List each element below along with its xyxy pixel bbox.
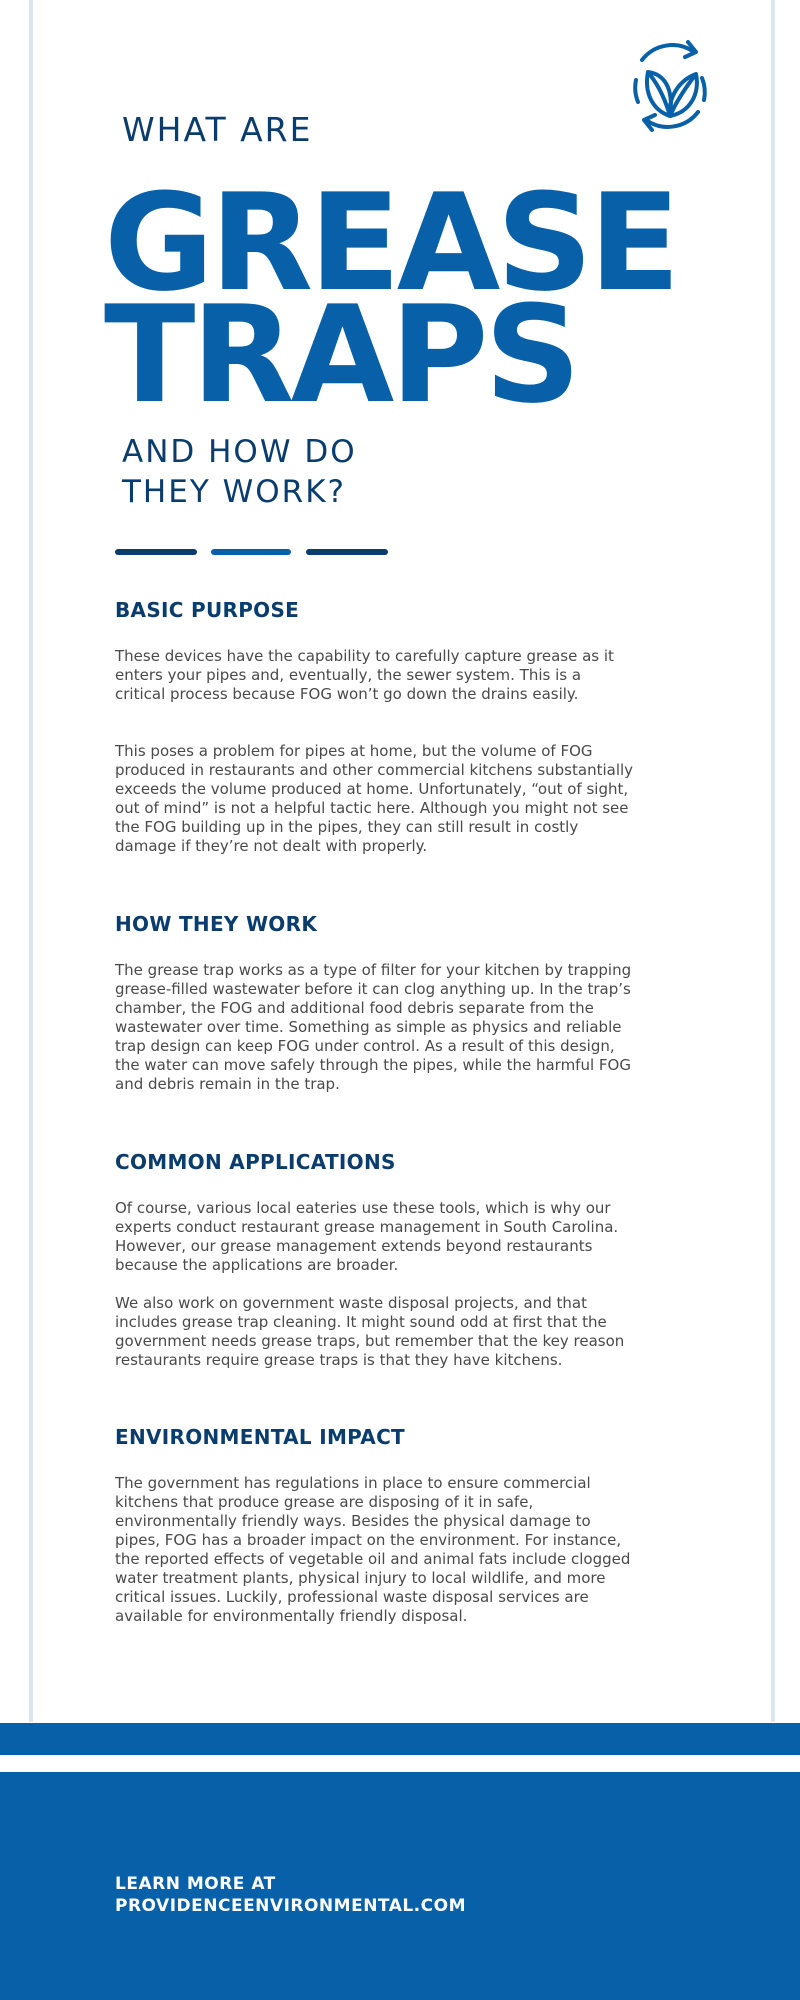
paragraph: The grease trap works as a type of filter for your kitchen by trapping grease-filled wastewater before it can clog anything up. In the trap’s chamber, the FOG and additional food debris separate from the wastewater over time. Something as simple as physics and reliable trap design can keep FOG under control. As a result of this design, the water can move safely through the pipes, while the harmful FOG and debris remain in the trap. — [115, 961, 632, 1093]
headline-kicker: WHAT ARE — [122, 110, 313, 149]
section-heading-how-they-work: HOW THEY WORK — [115, 912, 318, 936]
section-heading-environmental-impact: ENVIRONMENTAL IMPACT — [115, 1425, 406, 1449]
paragraph: Of course, various local eateries use these tools, which is why our experts conduct restaurant grease management in South Carolina. However, our grease management extends beyond restaurants because the applications are broader. — [115, 1199, 619, 1274]
headline-traps: TRAPS — [104, 277, 578, 433]
footer-cta-line-1: LEARN MORE AT — [115, 1874, 276, 1894]
right-border-line — [771, 0, 775, 1722]
footer-stripe — [0, 1723, 800, 1755]
recycle-leaf-icon — [624, 30, 716, 142]
headline-subline — [122, 432, 357, 512]
divider-bar — [211, 549, 291, 555]
section-heading-common-applications: COMMON APPLICATIONS — [115, 1150, 396, 1174]
paragraph: This poses a problem for pipes at home, but the volume of FOG produced in restaurants and other commercial kitchens substantially exceeds the volume produced at home. Unfortunately, “out of sight, out of mind” is not a helpful tactic here. Although you might not see the FOG building up in the pipes, they can still result in costly damage if they’re not dealt with properly. — [115, 742, 634, 855]
paragraph: These devices have the capability to carefully capture grease as it enters your pipes and, eventually, the sewer system. This is a critical process because FOG won’t go down the drains easily. — [115, 647, 614, 703]
subline-line-1: AND HOW DO — [122, 434, 357, 470]
left-border-line — [29, 0, 33, 1722]
paragraph: We also work on government waste disposal projects, and that includes grease trap cleaning. It might sound odd at first that the government needs grease traps, but remember that the key reason restaurants require grease traps is that they have kitchens. — [115, 1294, 625, 1369]
footer-website-link[interactable]: PROVIDENCEENVIRONMENTAL.COM — [115, 1896, 466, 1916]
section-heading-basic-purpose: BASIC PURPOSE — [115, 598, 300, 622]
footer-cta — [115, 1873, 466, 1917]
divider-bar — [306, 549, 388, 555]
headline-grease: GREASE — [104, 165, 677, 321]
subline-line-2: THEY WORK? — [122, 474, 346, 510]
paragraph: The government has regulations in place to ensure commercial kitchens that produce grease are disposing of it in safe, environmentally friendly ways. Besides the physical damage to pipes, FOG has a broader impact on the environment. For instance, the reported effects of vegetable oil and animal fats include clogged water treatment plants, physical injury to local wildlife, and more critical issues. Luckily, professional waste disposal services are available for environmentally friendly disposal. — [115, 1474, 631, 1625]
divider-bar — [115, 549, 197, 555]
